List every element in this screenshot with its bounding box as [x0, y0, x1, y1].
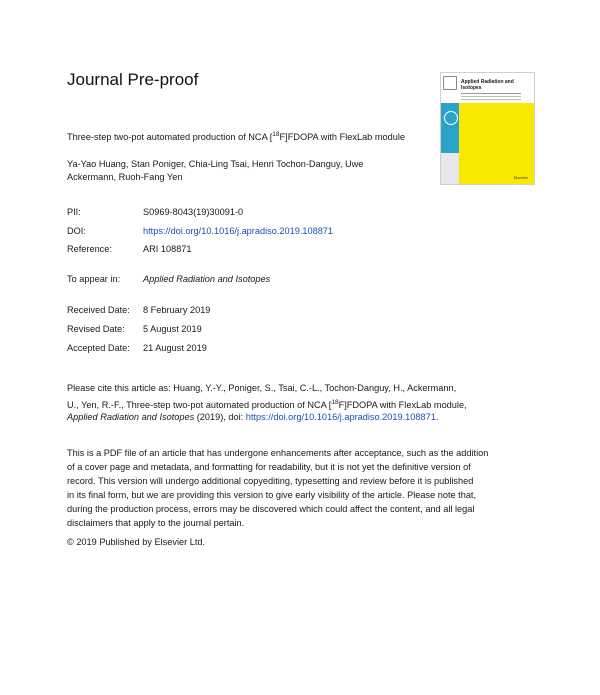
doi-link[interactable]: https://doi.org/10.1016/j.apradiso.2019.108871 — [143, 226, 334, 236]
notice-line: in its final form, but we are providing this version to give early visibility of the article. Please note that, — [67, 490, 477, 500]
citation-year-doi: (2019), doi: — [194, 412, 246, 422]
reference-label: Reference: — [67, 244, 112, 254]
revised-date-label: Revised Date: — [67, 324, 125, 334]
doi-label: DOI: — [67, 226, 86, 236]
received-date-label: Received Date: — [67, 305, 130, 315]
citation-line-3 — [67, 410, 438, 424]
cover-side-strip — [441, 153, 459, 184]
citation-line-2-post: F]FDOPA with FlexLab module, — [338, 400, 467, 410]
copyright: © 2019 Published by Elsevier Ltd. — [67, 537, 206, 547]
citation-line-2-pre: U., Yen, R.-F., Three-step two-pot automated production of NCA [ — [67, 400, 332, 410]
cover-journal-title: Applied Radiation and Isotopes — [461, 79, 514, 91]
cover-yellow-panel — [459, 103, 534, 184]
pii-value: S0969-8043(19)30091-0 — [143, 207, 244, 217]
accepted-date-label: Accepted Date: — [67, 343, 130, 353]
citation-journal: Applied Radiation and Isotopes — [67, 412, 195, 422]
notice-line: of a cover page and metadata, and formatting for readability, but it is not yet the definitive version of — [67, 462, 471, 472]
authors-line-2: Ackermann, Ruoh-Fang Yen — [67, 172, 183, 182]
article-title-sup: 18 — [272, 131, 280, 138]
article-title — [67, 128, 405, 144]
notice-line: disclaimers that apply to the journal pertain. — [67, 518, 245, 528]
authors-line-1: Ya-Yao Huang, Stan Poniger, Chia-Ling Tsai, Henri Tochon-Danguy, Uwe — [67, 159, 364, 169]
cover-brand: Elsevier — [513, 175, 528, 180]
citation-end: . — [435, 412, 439, 422]
citation-line-2-sup: 18 — [331, 399, 339, 406]
citation-doi-link[interactable]: https://doi.org/10.1016/j.apradiso.2019.108871 — [245, 412, 436, 422]
article-title-post: F]FDOPA with FlexLab module — [279, 132, 405, 142]
notice-line: record. This version will undergo additional copyediting, typesetting and review before it is published — [67, 476, 474, 486]
journal-pre-proof-heading: Journal Pre-proof — [67, 70, 199, 89]
elsevier-logo-icon — [443, 76, 457, 90]
appear-in-value: Applied Radiation and Isotopes — [143, 274, 271, 284]
article-title-pre: Three-step two-pot automated production of NCA [ — [67, 132, 273, 142]
accepted-date-value: 21 August 2019 — [143, 343, 207, 353]
citation-line-1: Please cite this article as: Huang, Y.-Y., Poniger, S., Tsai, C.-L., Tochon-Danguy, H., Ackermann, — [67, 383, 457, 393]
atom-emblem-icon — [444, 111, 458, 125]
appear-in-label: To appear in: — [67, 274, 121, 284]
notice-line: This is a PDF file of an article that has undergone enhancements after acceptance, such as the addition — [67, 448, 489, 458]
cover-text-lines — [461, 93, 521, 94]
received-date-value: 8 February 2019 — [143, 305, 211, 315]
notice-line: during the production process, errors may be discovered which could affect the content, and all legal — [67, 504, 475, 514]
pii-label: PII: — [67, 207, 81, 217]
journal-cover-thumbnail — [440, 72, 535, 185]
revised-date-value: 5 August 2019 — [143, 324, 202, 334]
reference-value: ARI 108871 — [143, 244, 192, 254]
